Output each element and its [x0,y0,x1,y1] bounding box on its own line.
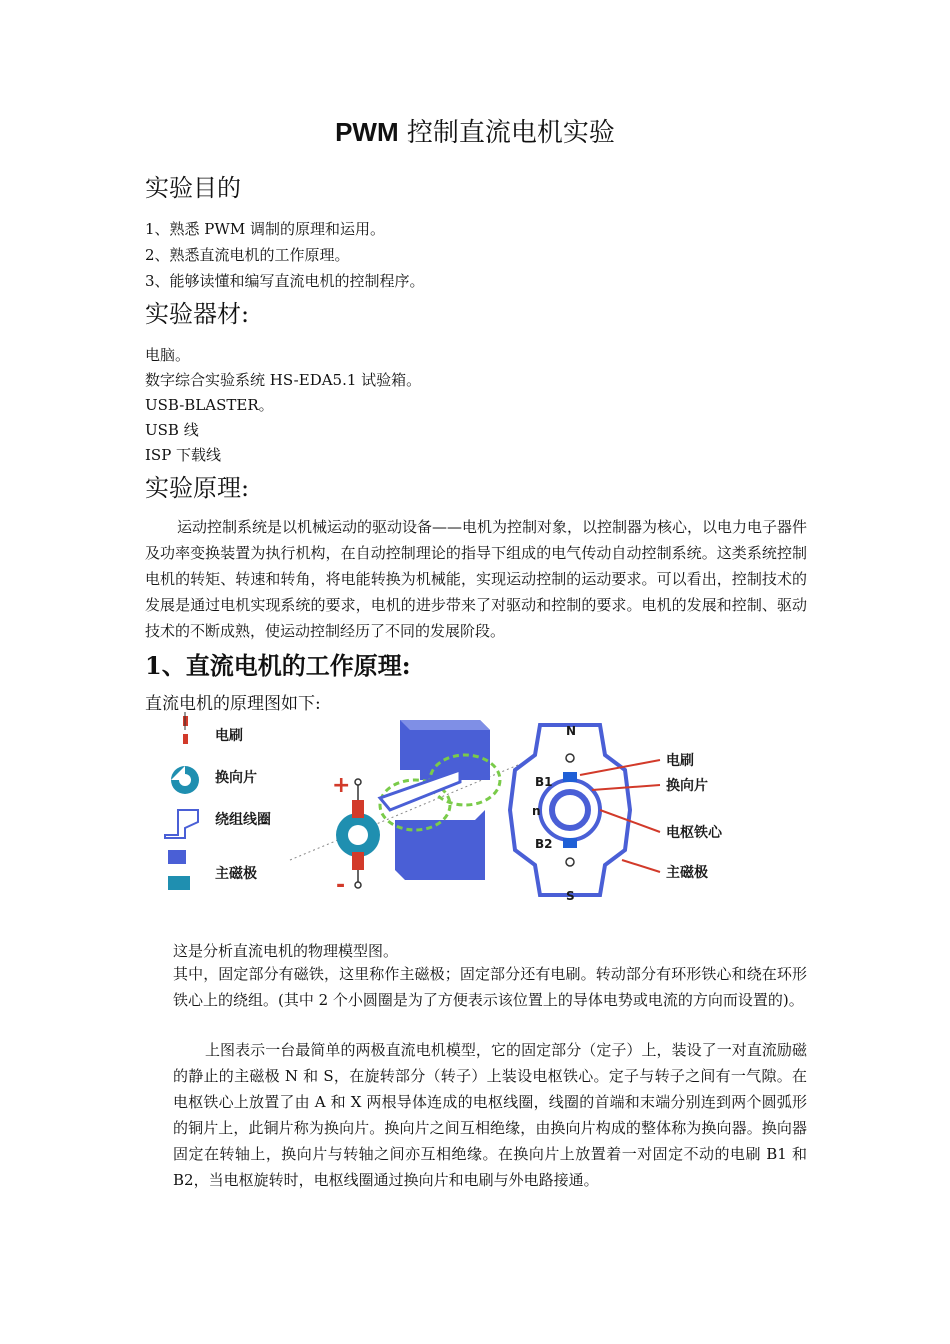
equipment-item: 电脑。 [145,346,191,364]
brush-b2 [563,838,577,848]
explanation-paragraph-2: 上图表示一台最简单的两极直流电机模型，它的固定部分（定子）上，装设了一对直流励磁的静止的主磁极 N 和 S，在旋转部分（转子）上装设电枢铁心。定子与转子之间有一气隙。在电枢铁心上放置了由 A 和 X 两根导体连成的电枢线圈，线圈的首端和末端分别连到两个圆弧形的铜片上，此铜片称为换向片。换向片之间互相绝缘，由换向片构成的整体称为换向器。换向器固定在转轴上，换向片与转轴之间亦互相绝缘。在换向片上放置着一对固定不动的电刷 B1 和 B2，当电枢旋转时，电枢线圈通过换向片和电刷与外电路接通。 [173,1041,807,1189]
pole-s-label: S [566,889,575,903]
objective-item: 2、熟悉直流电机的工作原理。 [145,246,350,264]
minus-sign: - [336,873,346,898]
dc-motor-heading: 1、直流电机的工作原理: [145,651,411,680]
rotation-label: n [532,804,541,818]
dc-motor-diagram [160,710,740,910]
right-commutator-label: 换向片 [666,778,708,794]
figure-intro: 直流电机的原理图如下: [145,694,321,714]
south-pole-block [395,810,485,880]
legend-brush-label: 电刷 [215,728,243,744]
commutator-legend-icon [171,766,199,794]
objective-item: 3、能够读懂和编写直流电机的控制程序。 [145,272,425,290]
page-title: PWM 控制直流电机实验 [335,117,615,148]
legend-pole-label: 主磁极 [215,866,257,882]
brush-b2-label: B2 [535,837,553,851]
right-core-label: 电枢铁心 [666,825,722,841]
brush-b1 [563,772,577,782]
brush-b1-label: B1 [535,775,553,789]
equipment-item: USB-BLASTER。 [145,396,274,414]
bottom-brush [352,852,364,870]
brush-legend-icon [183,712,188,744]
equipment-item: ISP 下载线 [145,446,222,464]
principle-paragraph: 运动控制系统是以机械运动的驱动设备——电机为控制对象，以控制器为核心，以电力电子器件及功率变换装置为执行机构，在自动控制理论的指导下组成的电气传动自动控制系统。这类系统控制电机的转矩、转速和转角，将电能转换为机械能，实现运动控制的运动要求。可以看出，控制技术的发展是通过电机实现系统的要求，电机的进步带来了对驱动和控制的要求。电机的发展和控制、驱动技术的不断成熟，使运动控制经历了不同的发展阶段。 [145,518,808,640]
objectives-heading: 实验目的 [145,174,241,202]
explanation-paragraph-1: 其中，固定部分有磁铁，这里称作主磁极；固定部分还有电刷。转动部分有环形铁心和绕在环形铁心上的绕组。(其中 2 个小圆圈是为了方便表示该位置上的导体电势或电流的方向而设置的)。 [173,965,807,1009]
legend-commutator-label: 换向片 [215,770,257,786]
pole-legend-icon [168,850,190,890]
pole-n-label: N [566,724,577,738]
top-brush [352,800,364,818]
right-brush-label: 电刷 [666,753,694,769]
equipment-item: USB 线 [145,421,199,439]
right-pole-label: 主磁极 [666,865,708,881]
equipment-item: 数字综合实验系统 HS-EDA5.1 试验箱。 [145,371,422,389]
objective-item: 1、熟悉 PWM 调制的原理和运用。 [145,220,385,238]
equipment-heading: 实验器材: [145,300,250,328]
principle-heading: 实验原理: [145,474,250,502]
figure-caption: 这是分析直流电机的物理模型图。 [173,942,399,960]
coil-legend-icon [165,810,198,838]
legend-coil-label: 绕组线圈 [215,812,271,828]
plus-sign: + [332,773,351,798]
